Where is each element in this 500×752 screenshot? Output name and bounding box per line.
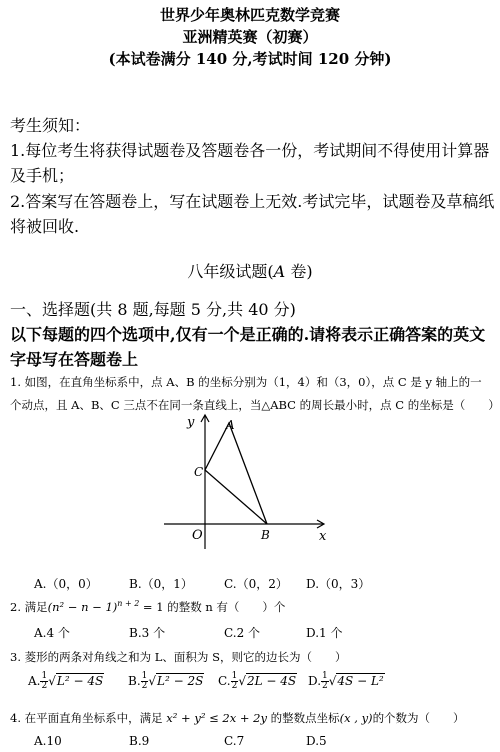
q2-stem: [10, 599, 285, 615]
q3-option-c-fraction: $\frac{1}{2}$: [231, 671, 238, 691]
q1-line-1: 1. 如图，在直角坐标系中，点 A、B 的坐标分别为（1，4）和（3，0），点 C 是 y 轴上的一: [10, 375, 482, 389]
notice-line-2: 及手机；: [10, 166, 75, 185]
q3-stem: 3. 菱形的两条对角线之和为 L、面积为 S，则它的边长为（ ）: [10, 650, 347, 664]
q2-suffix: 的整数 n 有（ ）个: [163, 600, 286, 614]
instruction-line-2: 字母写在答题卷上: [10, 350, 139, 369]
q2-option-c[interactable]: C.2 个: [224, 626, 261, 640]
grade-title-text: 八年级试题(: [187, 262, 274, 281]
q3-option-c[interactable]: C. $\frac{1}{2}$ √2L − 4S: [218, 671, 297, 691]
q2-expression-exponent: n + 2: [117, 599, 140, 609]
origin-label: O: [192, 528, 203, 543]
q1-line-2: 个动点，且 A、B、C 三点不在同一条直线上，当△ABC 的周长最小时，点 C 的坐标是（ ）: [10, 398, 500, 412]
point-a-label: A: [226, 418, 235, 432]
q3-option-b[interactable]: B. $\frac{1}{2}$ √L² − 2S: [128, 671, 204, 691]
q2-prefix: 2. 满足: [10, 600, 48, 614]
q3-option-d-letter: D.: [308, 674, 322, 688]
exam-title: 世界少年奥林匹克数学竞赛: [159, 6, 340, 24]
part-title: 一、选择题(共 8 题,每题 5 分,共 40 分): [10, 300, 296, 319]
instruction-line-1: 以下每题的四个选项中,仅有一个是正确的.请将表示正确答案的英文: [10, 325, 486, 344]
q3-option-d-fraction: $\frac{1}{2}$: [322, 671, 328, 691]
q2-expression-base: (n² − n − 1): [47, 600, 118, 614]
q3-option-b-letter: B.: [128, 674, 141, 688]
q1-option-c[interactable]: C.（0，2）: [224, 577, 288, 591]
notice-line-1: 1.每位考生将获得试题卷及答题卷各一份，考试期间不得使用计算器: [10, 141, 490, 160]
q4-option-b[interactable]: B.9: [129, 734, 150, 748]
q2-option-b[interactable]: B.3 个: [129, 626, 166, 640]
q2-option-a[interactable]: A.4 个: [34, 626, 70, 640]
q4-suffix: 的个数为（ ）: [372, 711, 465, 725]
q3-option-d-radicand: 4S − L²: [337, 674, 384, 688]
q2-option-d[interactable]: D.1 个: [306, 626, 343, 640]
q3-option-c-radicand: 2L − 4S: [246, 674, 297, 688]
exam-subtitle: 亚洲精英赛（初赛）: [182, 28, 318, 46]
q3-option-c-letter: C.: [218, 674, 231, 688]
triangle-abc: [205, 423, 267, 524]
q4-stem: [10, 710, 465, 726]
q3-option-a-letter: A.: [28, 674, 41, 688]
q2-expression-equals: = 1: [139, 600, 164, 614]
q3-option-b-radicand: L² − 2S: [157, 674, 204, 688]
q1-option-d[interactable]: D.（0，3）: [306, 577, 371, 591]
q3-option-d[interactable]: D. $\frac{1}{2}$ √4S − L²: [308, 671, 384, 691]
notice-line-4: 将被回收.: [10, 217, 80, 236]
q3-option-b-fraction: $\frac{1}{2}$: [141, 671, 148, 691]
q1-coordinate-figure: [160, 412, 340, 552]
q4-option-a[interactable]: A.10: [34, 734, 62, 748]
grade-title-suffix: 卷): [285, 262, 313, 281]
notice-heading: 考生须知：: [10, 116, 91, 135]
notice-line-3: 2.答案写在答题卷上，写在试题卷上无效.考试完毕，试题卷及草稿纸: [10, 192, 495, 211]
q4-option-d[interactable]: D.5: [306, 734, 327, 748]
q1-option-b[interactable]: B.（0，1）: [129, 577, 193, 591]
grade-title-letter: A: [273, 262, 286, 281]
q3-option-a-fraction: $\frac{1}{2}$: [41, 671, 48, 691]
q1-option-a[interactable]: A.（0，0）: [34, 577, 98, 591]
q4-option-c[interactable]: C.7: [224, 734, 245, 748]
x-axis-label: x: [319, 529, 327, 544]
y-axis-label: y: [187, 415, 195, 430]
q3-option-a-radicand: L² − 4S: [56, 674, 104, 688]
q3-option-a[interactable]: A. $\frac{1}{2}$ √L² − 4S: [28, 671, 104, 691]
q4-inequality: x² + y² ≤ 2x + 2y: [162, 711, 271, 725]
q4-prefix: 4. 在平面直角坐标系中，满足: [10, 711, 163, 725]
exam-info: (本试卷满分 140 分,考试时间 120 分钟): [108, 50, 392, 68]
q4-pair: (x , y): [339, 711, 373, 725]
point-c-label: C: [194, 465, 204, 479]
point-b-label: B: [261, 528, 270, 542]
grade-title: [0, 259, 500, 282]
q4-middle: 的整数点坐标: [270, 711, 340, 725]
